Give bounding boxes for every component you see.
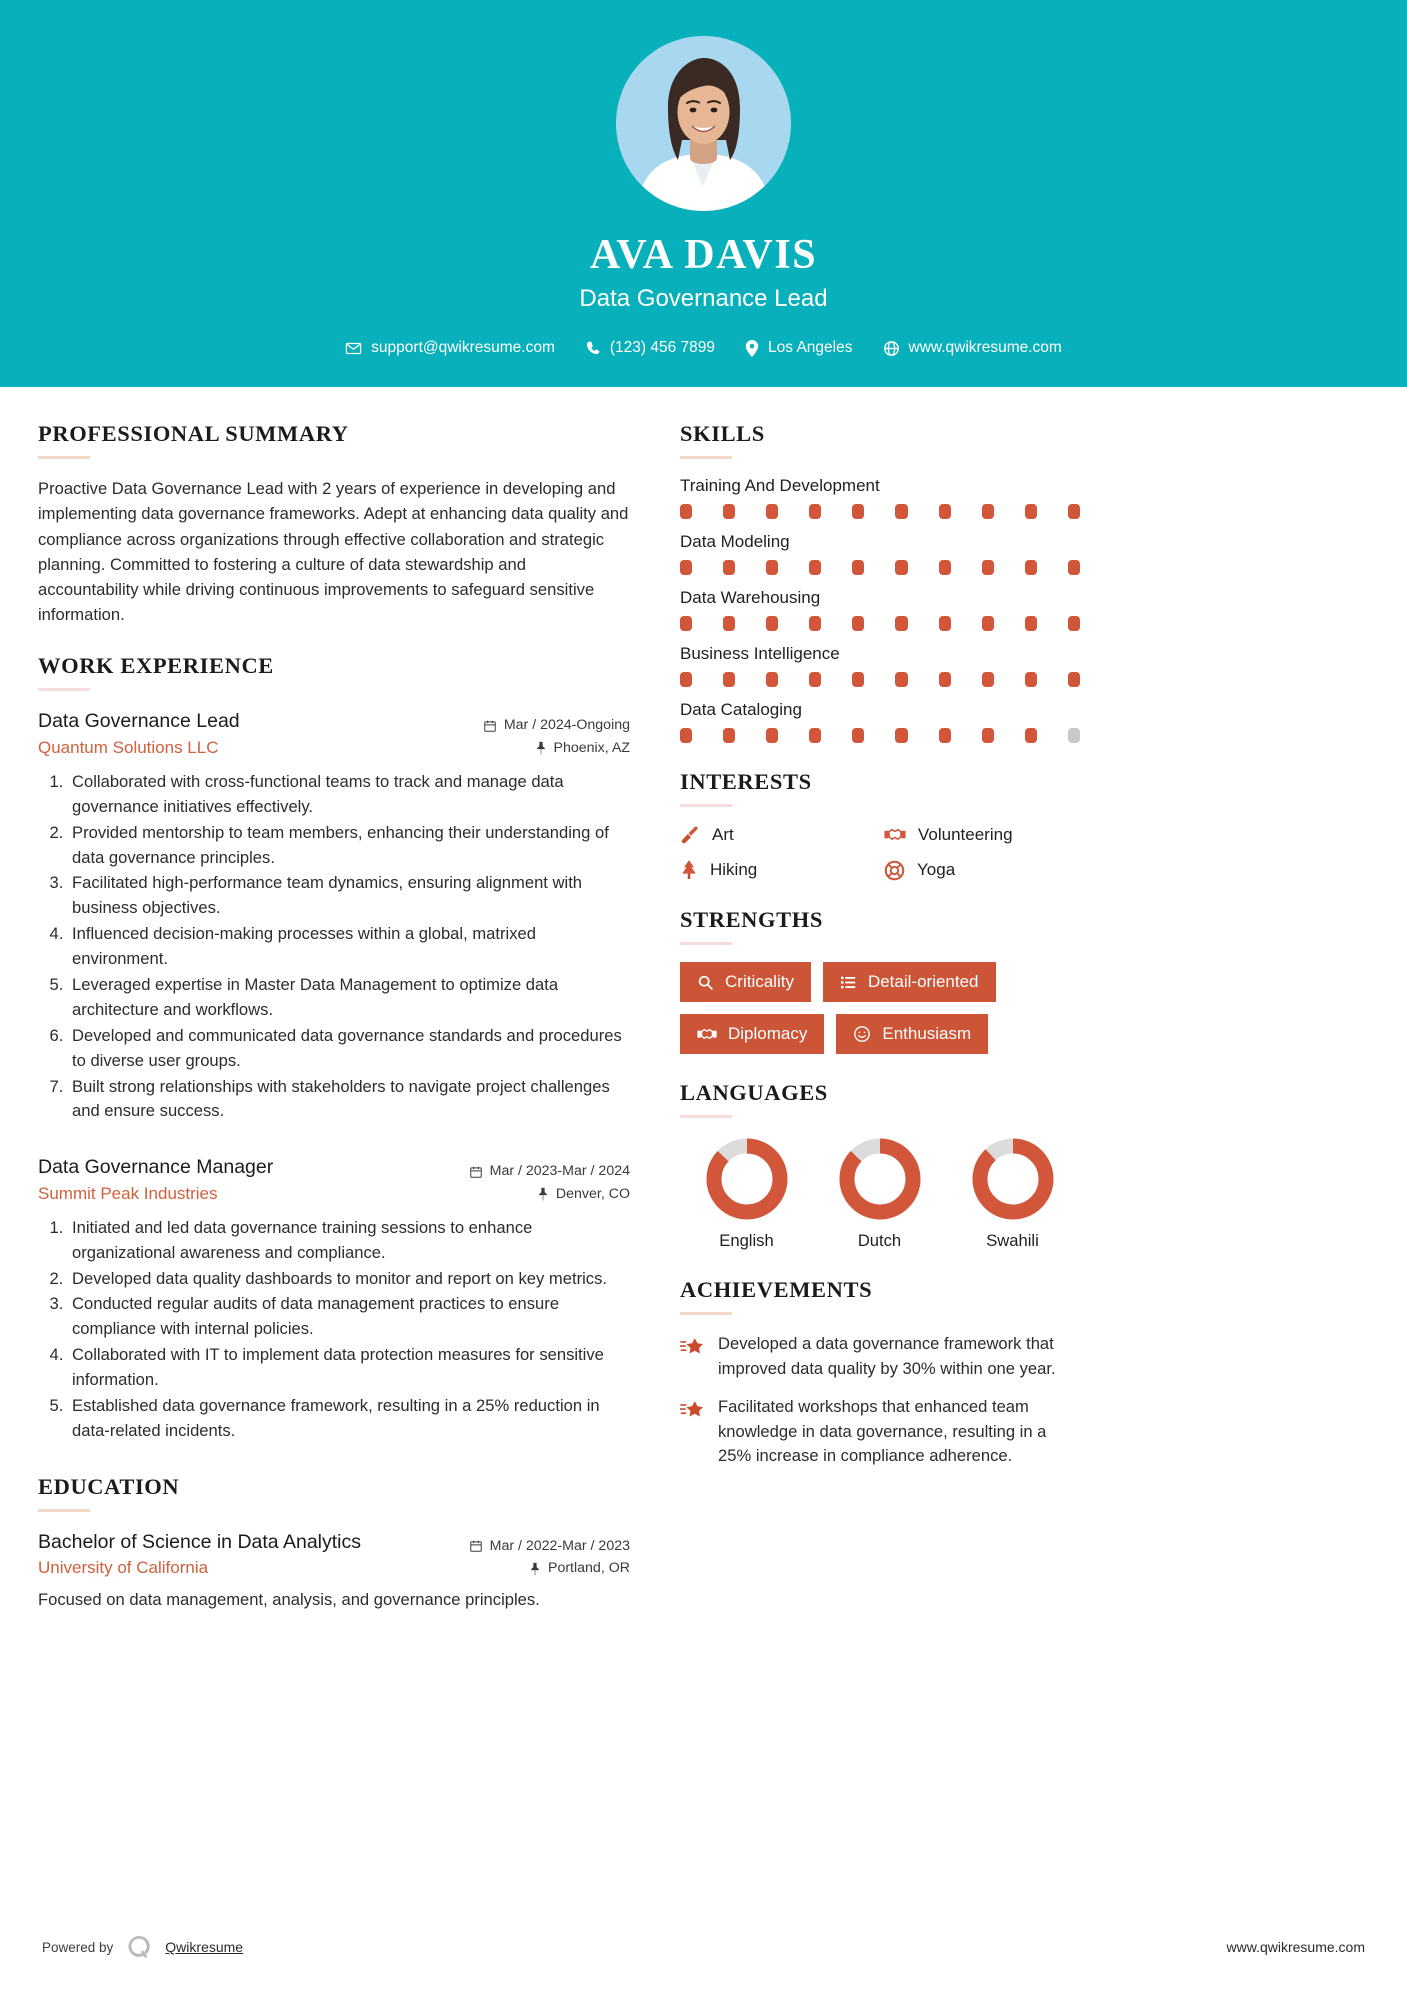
donut-chart bbox=[969, 1135, 1057, 1223]
skill-dot bbox=[1068, 672, 1080, 687]
work-bullet: 3. Facilitated high-performance team dynamics, ensuring alignment with business objectives. bbox=[68, 871, 630, 921]
work-location-text: Denver, CO bbox=[555, 1186, 630, 1203]
work-bullet: 5. Established data governance framework, resulting in a 25% reduction in data-related incidents. bbox=[68, 1394, 630, 1444]
language-donut-chart bbox=[946, 1135, 1079, 1223]
interest-item bbox=[884, 859, 1080, 881]
skill-dot bbox=[852, 672, 864, 687]
skill-dot bbox=[982, 504, 994, 519]
contact-website-text: www.qwikresume.com bbox=[908, 339, 1062, 357]
work-bullet: 1. Initiated and led data governance training sessions to enhance organizational awareness and compliance. bbox=[68, 1216, 630, 1266]
skill-dot bbox=[723, 672, 735, 687]
interest-item bbox=[680, 824, 876, 846]
work-location-text: Phoenix, AZ bbox=[553, 740, 630, 757]
education-entry-head bbox=[38, 1529, 630, 1580]
section-skills bbox=[680, 421, 1080, 743]
work-dates bbox=[483, 714, 630, 737]
work-heading: WORK EXPERIENCE bbox=[38, 653, 274, 679]
skill-dot bbox=[982, 728, 994, 743]
powered-by-label: Powered by bbox=[42, 1939, 114, 1955]
skill-dot bbox=[680, 560, 692, 575]
skill-dot bbox=[723, 560, 735, 575]
skill-dot bbox=[680, 728, 692, 743]
work-bullet: 5. Leveraged expertise in Master Data Management to optimize data architecture and workflows. bbox=[68, 973, 630, 1023]
map-pin-icon bbox=[745, 340, 759, 357]
achievement-text: Developed a data governance framework that improved data quality by 30% within one year. bbox=[718, 1334, 1056, 1378]
strengths-grid bbox=[680, 962, 1080, 1054]
skill-label: Data Modeling bbox=[680, 532, 790, 552]
contact-location-text: Los Angeles bbox=[768, 339, 853, 357]
skill-dot bbox=[1068, 560, 1080, 575]
interest-label: Yoga bbox=[917, 860, 956, 880]
contact-email[interactable] bbox=[335, 339, 565, 357]
footer-url[interactable]: www.qwikresume.com bbox=[1226, 1939, 1365, 1955]
contact-phone[interactable] bbox=[575, 339, 725, 357]
interest-item bbox=[884, 824, 1080, 846]
skill-dot bbox=[852, 728, 864, 743]
handshake-icon bbox=[884, 824, 906, 846]
skill-rating bbox=[680, 560, 1080, 575]
language-donut-chart bbox=[813, 1135, 946, 1223]
skill-dot bbox=[680, 616, 692, 631]
skill-dot bbox=[852, 560, 864, 575]
work-dates-text: Mar / 2024-Ongoing bbox=[503, 717, 630, 734]
pushpin-icon bbox=[529, 1562, 541, 1576]
work-bullet: 2. Provided mentorship to team members, enhancing their understanding of data governance principles. bbox=[68, 821, 630, 871]
language-item bbox=[813, 1135, 946, 1251]
interests-heading: INTERESTS bbox=[680, 769, 812, 795]
education-degree: Bachelor of Science in Data Analytics bbox=[38, 1530, 362, 1553]
tree-icon bbox=[680, 859, 698, 881]
handshake-icon bbox=[697, 1025, 717, 1044]
list-icon bbox=[840, 974, 857, 991]
work-bullet: 7. Built strong relationships with stakeholders to navigate project challenges and ensure success. bbox=[68, 1075, 630, 1125]
section-professional-summary bbox=[38, 421, 630, 627]
magnifier-icon bbox=[697, 974, 714, 991]
education-entry bbox=[38, 1529, 630, 1613]
summary-heading: PROFESSIONAL SUMMARY bbox=[38, 421, 349, 447]
work-bullet: 4. Influenced decision-making processes within a global, matrixed environment. bbox=[68, 922, 630, 972]
skill-label: Data Warehousing bbox=[680, 588, 821, 608]
skill-dot bbox=[809, 616, 821, 631]
skill-dot bbox=[766, 560, 778, 575]
skill-item bbox=[680, 644, 1080, 687]
education-dates-text: Mar / 2022-Mar / 2023 bbox=[489, 1537, 630, 1554]
achievement-text: Facilitated workshops that enhanced team knowledge in data governance, resulting in a 25% increase in compliance adherence. bbox=[718, 1397, 1047, 1466]
skill-dot bbox=[723, 728, 735, 743]
work-org: Quantum Solutions LLC bbox=[38, 737, 219, 757]
skill-dot bbox=[895, 616, 907, 631]
contact-phone-text: (123) 456 7899 bbox=[609, 339, 716, 357]
strength-label: Diplomacy bbox=[728, 1024, 808, 1044]
section-rule bbox=[38, 456, 90, 459]
skill-dot bbox=[680, 504, 692, 519]
education-heading: EDUCATION bbox=[38, 1473, 180, 1499]
pushpin-icon bbox=[535, 741, 547, 755]
contact-website[interactable] bbox=[873, 339, 1072, 357]
strengths-heading: STRENGTHS bbox=[680, 907, 823, 933]
interest-label: Hiking bbox=[710, 860, 758, 880]
calendar-icon bbox=[483, 719, 497, 733]
section-rule bbox=[680, 1312, 732, 1315]
skill-dot bbox=[895, 504, 907, 519]
skill-dot bbox=[939, 560, 951, 575]
work-location bbox=[483, 737, 630, 760]
donut-chart bbox=[836, 1135, 924, 1223]
section-rule bbox=[38, 1509, 90, 1512]
section-rule bbox=[680, 1115, 732, 1118]
work-bullets bbox=[38, 1216, 630, 1444]
skill-dot bbox=[1068, 728, 1080, 743]
skill-dot bbox=[809, 672, 821, 687]
section-rule bbox=[680, 456, 732, 459]
work-bullet: 4. Collaborated with IT to implement data protection measures for sensitive information. bbox=[68, 1343, 630, 1393]
language-item bbox=[680, 1135, 813, 1251]
skill-dot bbox=[680, 672, 692, 687]
skill-dot bbox=[1068, 616, 1080, 631]
skill-label: Data Cataloging bbox=[680, 700, 802, 720]
skill-dot bbox=[766, 504, 778, 519]
skill-dot bbox=[723, 504, 735, 519]
skill-dot bbox=[982, 672, 994, 687]
section-education bbox=[38, 1474, 630, 1613]
strength-label: Enthusiasm bbox=[882, 1024, 972, 1044]
section-interests bbox=[680, 769, 1080, 881]
language-item bbox=[946, 1135, 1079, 1251]
languages-row bbox=[680, 1135, 1080, 1251]
interest-label: Art bbox=[712, 825, 734, 845]
section-achievements bbox=[680, 1277, 1080, 1469]
languages-heading: LANGUAGES bbox=[680, 1080, 828, 1106]
work-entry bbox=[38, 1154, 630, 1443]
work-entry bbox=[38, 708, 630, 1124]
language-donut-chart bbox=[680, 1135, 813, 1223]
phone-icon bbox=[585, 340, 601, 356]
skill-dot bbox=[852, 616, 864, 631]
skill-rating bbox=[680, 504, 1080, 519]
work-dates bbox=[469, 1160, 630, 1183]
globe-icon bbox=[883, 340, 900, 357]
qwikresume-link[interactable]: Qwikresume bbox=[165, 1939, 244, 1955]
resume-header bbox=[0, 0, 1407, 387]
skill-dot bbox=[1025, 672, 1037, 687]
achievement-item bbox=[680, 1332, 1080, 1381]
calendar-icon bbox=[469, 1165, 483, 1179]
skill-item bbox=[680, 700, 1080, 743]
work-role: Data Governance Lead bbox=[38, 710, 240, 733]
skill-dot bbox=[895, 672, 907, 687]
skill-dot bbox=[766, 728, 778, 743]
work-bullet: 6. Developed and communicated data governance standards and procedures to diverse user groups. bbox=[68, 1024, 630, 1074]
interests-grid bbox=[680, 824, 1080, 881]
interest-item bbox=[680, 859, 876, 881]
skill-dot bbox=[809, 728, 821, 743]
strength-label: Detail-oriented bbox=[867, 972, 979, 992]
skill-dot bbox=[939, 616, 951, 631]
qwikresume-logo-icon bbox=[125, 1933, 153, 1961]
skill-item bbox=[680, 476, 1080, 519]
donut-chart bbox=[703, 1135, 791, 1223]
work-bullet: 3. Conducted regular audits of data management practices to ensure compliance with internal policies. bbox=[68, 1292, 630, 1342]
page-footer bbox=[0, 1904, 1407, 1990]
skill-dot bbox=[766, 616, 778, 631]
candidate-name: AVA DAVIS bbox=[589, 232, 818, 278]
strength-item bbox=[823, 962, 996, 1002]
contact-location bbox=[735, 339, 862, 357]
skill-dot bbox=[1025, 728, 1037, 743]
skill-dot bbox=[1025, 560, 1037, 575]
work-entry-head bbox=[38, 708, 630, 759]
powered-by bbox=[42, 1933, 243, 1961]
section-strengths bbox=[680, 907, 1080, 1054]
skill-label: Training And Development bbox=[680, 476, 880, 496]
skill-dot bbox=[1025, 616, 1037, 631]
language-label: Swahili bbox=[986, 1231, 1039, 1251]
skill-label: Business Intelligence bbox=[680, 644, 840, 664]
skill-dot bbox=[809, 560, 821, 575]
skill-dot bbox=[723, 616, 735, 631]
calendar-icon bbox=[469, 1539, 483, 1553]
achievements-heading: ACHIEVEMENTS bbox=[680, 1277, 873, 1303]
section-work-experience bbox=[38, 653, 630, 1443]
education-dates bbox=[469, 1535, 630, 1558]
work-bullet: 1. Collaborated with cross-functional teams to track and manage data governance initiatives effectively. bbox=[68, 770, 630, 820]
skill-dot bbox=[852, 504, 864, 519]
work-role: Data Governance Manager bbox=[38, 1156, 274, 1179]
avatar bbox=[616, 36, 791, 211]
avatar-photo-icon bbox=[616, 36, 791, 211]
resume-body bbox=[0, 387, 1407, 1643]
education-note: Focused on data management, analysis, and governance principles. bbox=[38, 1590, 540, 1610]
strength-item bbox=[680, 1014, 824, 1054]
work-bullet: 2. Developed data quality dashboards to monitor and report on key metrics. bbox=[68, 1267, 630, 1292]
skill-dot bbox=[1025, 504, 1037, 519]
work-location bbox=[469, 1183, 630, 1206]
language-label: English bbox=[719, 1231, 774, 1251]
skill-dot bbox=[939, 728, 951, 743]
skill-rating bbox=[680, 728, 1080, 743]
strength-item bbox=[836, 1014, 988, 1054]
work-dates-text: Mar / 2023-Mar / 2024 bbox=[489, 1163, 630, 1180]
lifebuoy-icon bbox=[884, 860, 905, 881]
work-bullets bbox=[38, 770, 630, 1124]
paintbrush-icon bbox=[680, 825, 700, 845]
language-label: Dutch bbox=[857, 1231, 902, 1251]
smiley-icon bbox=[853, 1025, 871, 1043]
interest-label: Volunteering bbox=[918, 825, 1013, 845]
section-rule bbox=[38, 688, 90, 691]
section-rule bbox=[680, 804, 732, 807]
strength-label: Criticality bbox=[725, 972, 794, 992]
education-school: University of California bbox=[38, 1558, 209, 1578]
skill-dot bbox=[982, 616, 994, 631]
skill-dot bbox=[1068, 504, 1080, 519]
skill-dot bbox=[939, 672, 951, 687]
envelope-icon bbox=[345, 340, 362, 357]
education-location bbox=[469, 1557, 630, 1580]
candidate-title: Data Governance Lead bbox=[579, 285, 828, 313]
skill-rating bbox=[680, 672, 1080, 687]
skill-dot bbox=[895, 560, 907, 575]
summary-text: Proactive Data Governance Lead with 2 years of experience in developing and implementing data governance frameworks. Adept at enhancing data quality and compliance across organizations through effective collaboration and strategic planning. Committed to fostering a culture of data stewardship and accountability while driving continuous improvements to safeguard sensitive information. bbox=[38, 479, 629, 625]
right-column bbox=[680, 421, 1080, 1495]
skill-item bbox=[680, 588, 1080, 631]
section-languages bbox=[680, 1080, 1080, 1251]
left-column bbox=[38, 421, 630, 1643]
skill-dot bbox=[939, 504, 951, 519]
work-org: Summit Peak Industries bbox=[38, 1183, 218, 1203]
skill-dot bbox=[895, 728, 907, 743]
shooting-star-icon bbox=[680, 1336, 704, 1358]
section-rule bbox=[680, 942, 732, 945]
skill-rating bbox=[680, 616, 1080, 631]
skill-dot bbox=[809, 504, 821, 519]
contact-row bbox=[0, 339, 1407, 357]
skill-item bbox=[680, 532, 1080, 575]
education-location-text: Portland, OR bbox=[547, 1560, 630, 1577]
shooting-star-icon bbox=[680, 1399, 704, 1421]
strength-item bbox=[680, 962, 811, 1002]
skills-heading: SKILLS bbox=[680, 421, 765, 447]
pushpin-icon bbox=[537, 1187, 549, 1201]
work-entry-head bbox=[38, 1154, 630, 1205]
skill-dot bbox=[982, 560, 994, 575]
achievement-item bbox=[680, 1395, 1080, 1469]
contact-email-text: support@qwikresume.com bbox=[371, 339, 555, 357]
skill-dot bbox=[766, 672, 778, 687]
